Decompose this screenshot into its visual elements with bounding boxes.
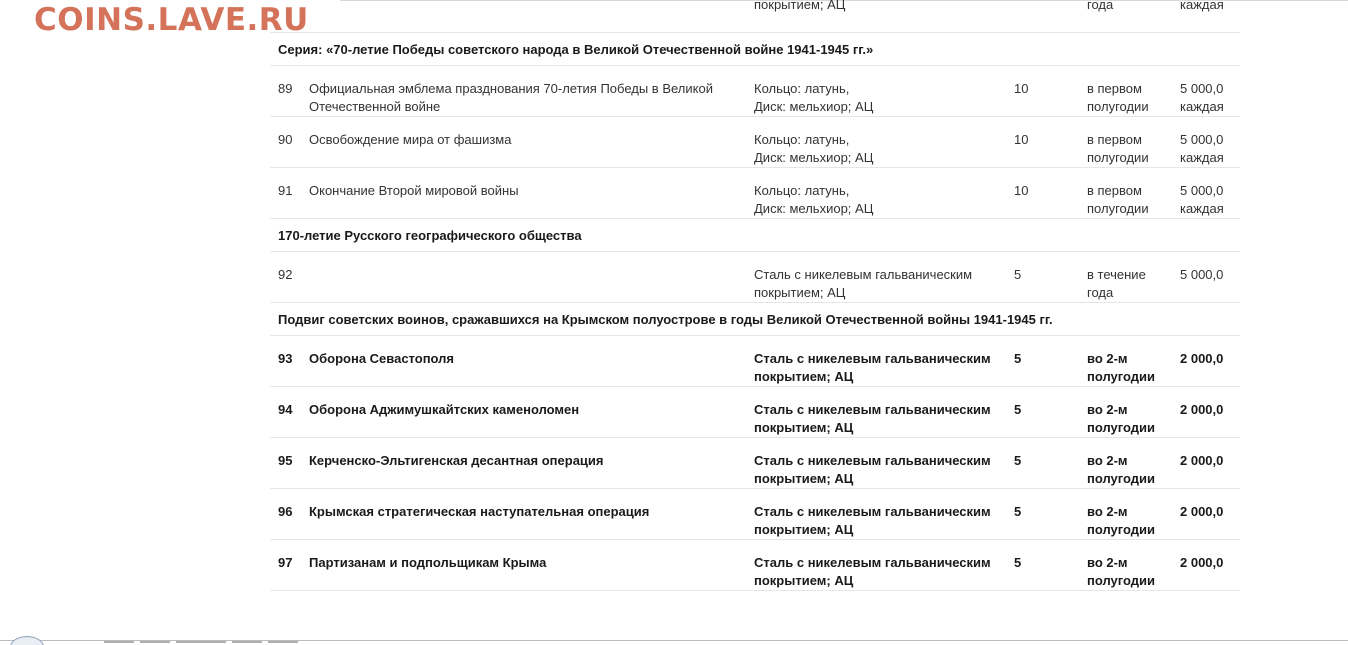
- table-row: [270, 387, 1240, 438]
- metal-cell: Сталь с никелевым гальваническим покрытием; АЦ: [754, 402, 991, 435]
- period-cell: во 2-м полугодии: [1087, 453, 1156, 486]
- table-row-partial: [270, 0, 1240, 33]
- coin-name: Оборона Севастополя: [309, 351, 455, 366]
- table-row: [270, 336, 1240, 387]
- coin-name: Официальная эмблема празднования 70-летия Победы в Великой Отечественной войне: [309, 81, 713, 114]
- taskbar-item[interactable]: [140, 641, 170, 643]
- mintage-cell: 5: [1014, 402, 1022, 417]
- start-button[interactable]: [10, 636, 44, 645]
- catalog-number: 95: [278, 453, 293, 468]
- coin-name: Крымская стратегическая наступательная операция: [309, 504, 650, 519]
- table-row: [270, 489, 1240, 540]
- price-cell: 2 000,0: [1180, 504, 1224, 519]
- metal-cell: Сталь с никелевым гальваническим покрытием; АЦ: [754, 351, 991, 384]
- coin-name: Партизанам и подпольщикам Крыма: [309, 555, 547, 570]
- mintage-cell: 5: [1014, 453, 1022, 468]
- catalog-number: 96: [278, 504, 293, 519]
- taskbar-item[interactable]: [232, 641, 262, 643]
- period-cell: в первом полугодии: [1087, 81, 1149, 114]
- series-title: 170-летие Русского географического общества: [278, 228, 582, 243]
- period-cell: года: [1087, 0, 1114, 12]
- taskbar-item[interactable]: [176, 641, 226, 643]
- price-cell: каждая: [1180, 0, 1224, 12]
- series-title: Серия: «70-летие Победы советского народа в Великой Отечественной войне 1941-1945 гг.»: [278, 42, 874, 57]
- price-cell: 2 000,0: [1180, 351, 1224, 366]
- price-cell: 2 000,0: [1180, 555, 1224, 570]
- table-body: [270, 33, 1240, 591]
- metal-cell: Кольцо: латунь, Диск: мельхиор; АЦ: [754, 81, 874, 114]
- series-heading-row: [270, 33, 1240, 66]
- table-row: [270, 438, 1240, 489]
- metal-cell: Сталь с никелевым гальваническим покрытием; АЦ: [754, 504, 991, 537]
- price-cell: 2 000,0: [1180, 453, 1224, 468]
- coin-table: [270, 0, 1240, 591]
- metal-cell: покрытием; АЦ: [754, 0, 846, 12]
- mintage-cell: 5: [1014, 504, 1022, 519]
- series-heading-row: [270, 219, 1240, 252]
- period-cell: во 2-м полугодии: [1087, 402, 1156, 435]
- taskbar-item[interactable]: [104, 641, 134, 643]
- catalog-number: 89: [278, 81, 293, 96]
- series-title: Подвиг советских воинов, сражавшихся на Крымском полуострове в годы Великой Отечественной войны 1941-1945 гг.: [278, 312, 1053, 327]
- metal-cell: Сталь с никелевым гальваническим покрытием; АЦ: [754, 453, 991, 486]
- mintage-cell: 5: [1014, 555, 1022, 570]
- metal-cell: Сталь с никелевым гальваническим покрытием; АЦ: [754, 555, 991, 588]
- taskbar-item[interactable]: [268, 641, 298, 643]
- table-row: [270, 66, 1240, 117]
- series-heading-row: [270, 303, 1240, 336]
- coin-name: Освобождение мира от фашизма: [309, 132, 512, 147]
- coin-name: Керченско-Эльтигенская десантная операция: [309, 453, 604, 468]
- table-row: [270, 540, 1240, 591]
- period-cell: во 2-м полугодии: [1087, 351, 1156, 384]
- mintage-cell: 10: [1014, 81, 1029, 96]
- period-cell: во 2-м полугодии: [1087, 555, 1156, 588]
- catalog-number: 94: [278, 402, 293, 417]
- period-cell: в течение года: [1087, 267, 1146, 300]
- price-cell: 5 000,0 каждая: [1180, 183, 1224, 216]
- period-cell: во 2-м полугодии: [1087, 504, 1156, 537]
- metal-cell: Кольцо: латунь, Диск: мельхиор; АЦ: [754, 132, 874, 165]
- price-cell: 5 000,0 каждая: [1180, 81, 1224, 114]
- mintage-cell: 5: [1014, 351, 1022, 366]
- price-cell: 2 000,0: [1180, 402, 1224, 417]
- table-row: [270, 168, 1240, 219]
- metal-cell: Сталь с никелевым гальваническим покрытием; АЦ: [754, 267, 973, 300]
- metal-cell: Кольцо: латунь, Диск: мельхиор; АЦ: [754, 183, 874, 216]
- mintage-cell: 10: [1014, 183, 1029, 198]
- catalog-number: 91: [278, 183, 293, 198]
- catalog-number: 90: [278, 132, 293, 147]
- mintage-cell: 5: [1014, 267, 1022, 282]
- table-row: [270, 117, 1240, 168]
- coin-name: Оборона Аджимушкайтских каменоломен: [309, 402, 580, 417]
- table-row: [270, 252, 1240, 303]
- mintage-cell: 10: [1014, 132, 1029, 147]
- coin-name: Окончание Второй мировой войны: [309, 183, 519, 198]
- site-watermark: COINS.LAVE.RU: [34, 2, 309, 38]
- catalog-number: 92: [278, 267, 293, 282]
- period-cell: в первом полугодии: [1087, 132, 1149, 165]
- price-cell: 5 000,0: [1180, 267, 1224, 282]
- price-cell: 5 000,0 каждая: [1180, 132, 1224, 165]
- catalog-number: 93: [278, 351, 293, 366]
- catalog-number: 97: [278, 555, 293, 570]
- period-cell: в первом полугодии: [1087, 183, 1149, 216]
